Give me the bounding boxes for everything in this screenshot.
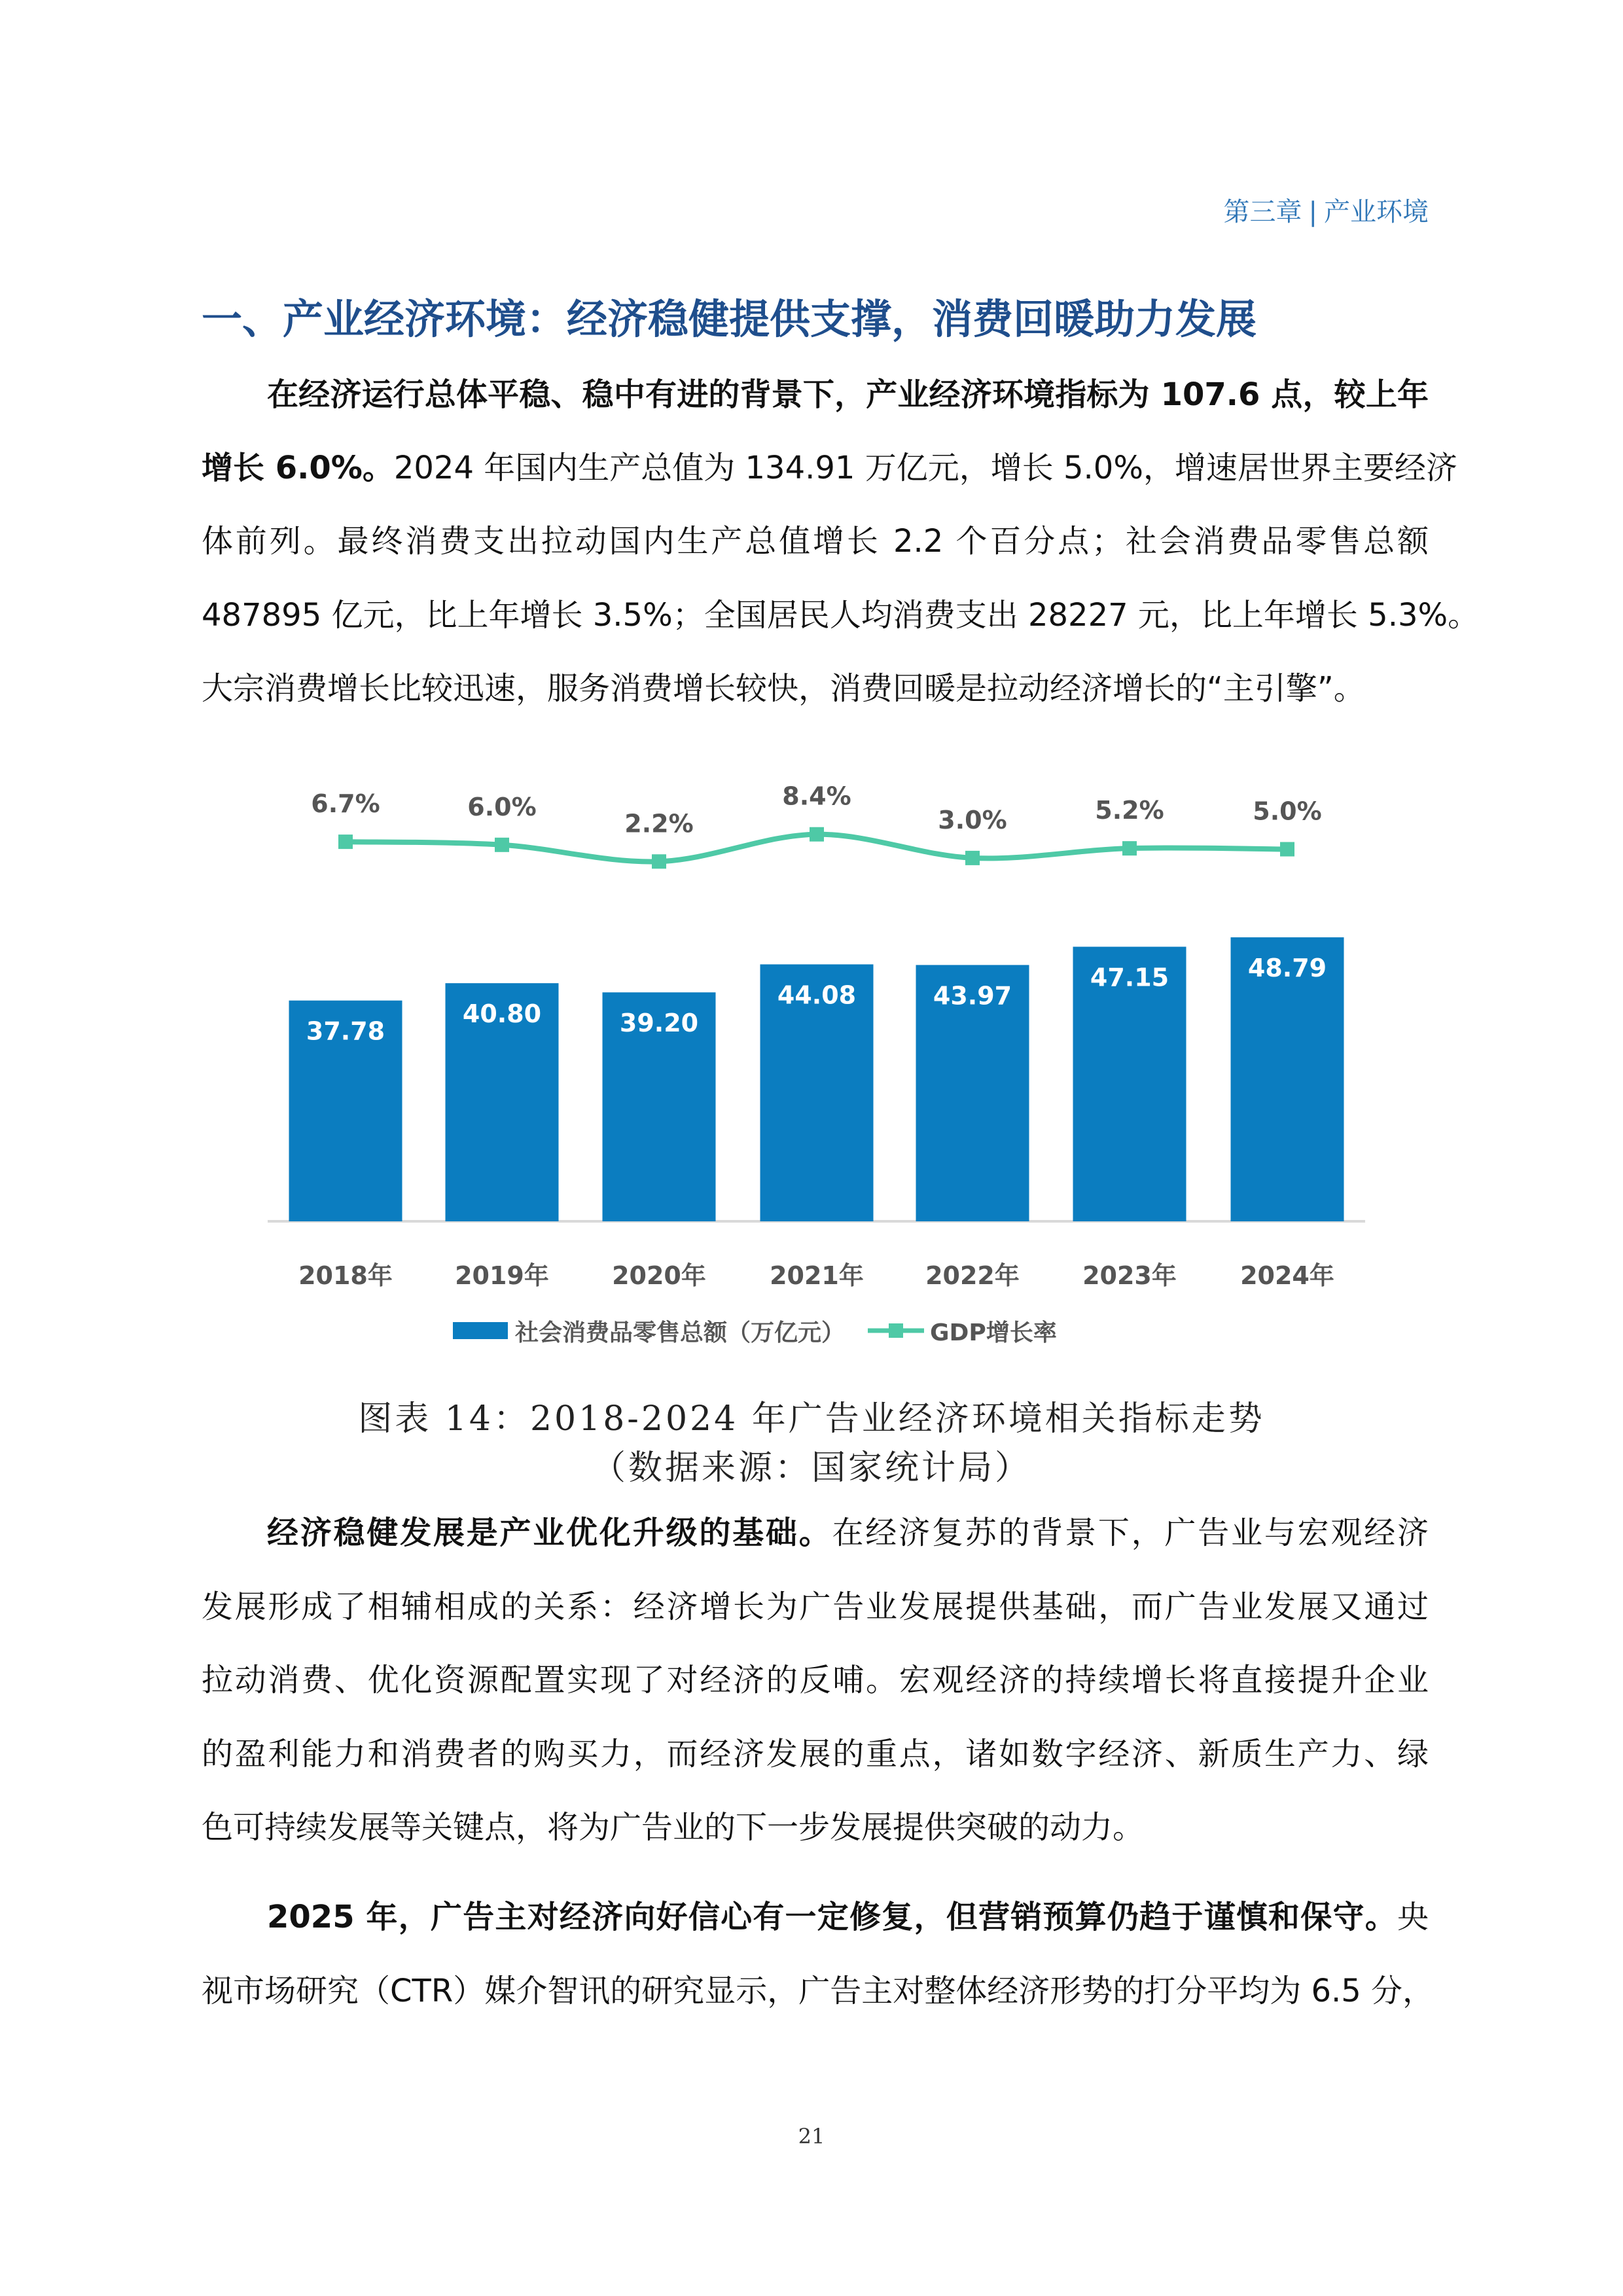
header-separator: | xyxy=(1308,197,1317,227)
bold-text: 经济稳健发展是产业优化升级的基础。 xyxy=(267,1515,832,1551)
bar-value-label: 39.20 xyxy=(619,1009,699,1038)
bold-text: 在经济运行总体平稳、稳中有进的背景下，产业经济环境指标为 107.6 点，较上年 xyxy=(267,376,1429,413)
text-line xyxy=(202,1510,1429,1556)
figure-source: （数据来源：国家统计局） xyxy=(591,1448,1031,1488)
bar-value-label: 37.78 xyxy=(306,1016,385,1046)
text: 拉动消费、优化资源配置实现了对经济的反哺。宏观经济的持续增长将直接提升企业 xyxy=(202,1662,1429,1698)
text: 央 xyxy=(1397,1899,1429,1935)
x-tick-label: 2021年 xyxy=(770,1261,864,1290)
text: 487895 亿元，比上年增长 3.5%；全国居民人均消费支出 28227 元，比上年增长 5.3%。 xyxy=(202,597,1480,634)
section-heading: 一、产业经济环境：经济稳健提供支撑，消费回暖助力发展 xyxy=(202,295,1257,343)
gdp-value-label: 5.2% xyxy=(1095,796,1164,825)
text: 色可持续发展等关键点，将为广告业的下一步发展提供突破的动力。 xyxy=(202,1809,1145,1846)
gdp-value-label: 2.2% xyxy=(624,809,694,838)
gdp-value-label: 5.0% xyxy=(1253,797,1322,826)
text: 的盈利能力和消费者的购买力，而经济发展的重点，诸如数字经济、新质生产力、绿 xyxy=(202,1736,1429,1772)
text-line xyxy=(202,1657,1429,1703)
text: 2024 年国内生产总值为 134.91 万亿元，增长 5.0%，增速居世界主要经济 xyxy=(393,450,1457,486)
text: 大宗消费增长比较迅速，服务消费增长较快，消费回暖是拉动经济增长的“主引擎”。 xyxy=(202,670,1365,707)
text-line xyxy=(202,1804,1429,1850)
chapter-label: 第三章 xyxy=(1223,197,1302,227)
text-line xyxy=(202,1731,1429,1777)
gdp-marker xyxy=(1280,842,1294,857)
section-label: 产业环境 xyxy=(1324,197,1429,227)
gdp-value-label: 3.0% xyxy=(938,805,1007,834)
text: 发展形成了相辅相成的关系：经济增长为广告业发展提供基础，而广告业发展又通过 xyxy=(202,1588,1429,1625)
bar-value-label: 47.15 xyxy=(1090,963,1169,992)
bar-value-label: 48.79 xyxy=(1247,954,1327,983)
x-tick-label: 2023年 xyxy=(1082,1261,1177,1290)
gdp-marker xyxy=(652,854,666,869)
bar-value-label: 43.97 xyxy=(933,981,1012,1011)
bold-text: 增长 6.0%。 xyxy=(202,450,394,486)
x-tick-label: 2024年 xyxy=(1240,1261,1334,1290)
text: 视市场研究（CTR）媒介智讯的研究显示，广告主对整体经济形势的打分平均为 6.5 分， xyxy=(202,1973,1435,2009)
gdp-value-label: 6.0% xyxy=(467,792,537,821)
bar-value-label: 40.80 xyxy=(462,999,542,1029)
legend-bar-swatch xyxy=(453,1322,508,1339)
x-tick-label: 2018年 xyxy=(298,1261,393,1290)
x-tick-label: 2022年 xyxy=(925,1261,1020,1290)
legend-line-marker xyxy=(889,1323,903,1338)
text-line xyxy=(202,1968,1435,2014)
text-line xyxy=(202,1584,1429,1630)
gdp-marker xyxy=(965,851,980,865)
bar-value-label: 44.08 xyxy=(777,980,857,1010)
gdp-marker xyxy=(338,834,353,849)
legend-line-label: GDP增长率 xyxy=(930,1319,1057,1346)
bold-text: 2025 年，广告主对经济向好信心有一定修复，但营销预算仍趋于谨慎和保守。 xyxy=(267,1899,1397,1935)
text: 在经济复苏的背景下，广告业与宏观经济 xyxy=(832,1515,1429,1551)
text: 体前列。最终消费支出拉动国内生产总值增长 2.2 个百分点；社会消费品零售总额 xyxy=(202,523,1429,560)
figure-caption: 图表 14：2018-2024 年广告业经济环境相关指标走势 xyxy=(358,1399,1265,1439)
gdp-marker xyxy=(495,838,509,852)
gdp-marker xyxy=(810,827,824,842)
legend-bar-label: 社会消费品零售总额（万亿元） xyxy=(515,1319,846,1346)
gdp-marker xyxy=(1122,841,1137,855)
gdp-value-label: 8.4% xyxy=(782,781,851,811)
x-tick-label: 2019年 xyxy=(455,1261,549,1290)
page-number: 21 xyxy=(798,2124,825,2149)
gdp-value-label: 6.7% xyxy=(311,789,380,819)
x-tick-label: 2020年 xyxy=(612,1261,706,1290)
text-line xyxy=(202,1894,1429,1940)
